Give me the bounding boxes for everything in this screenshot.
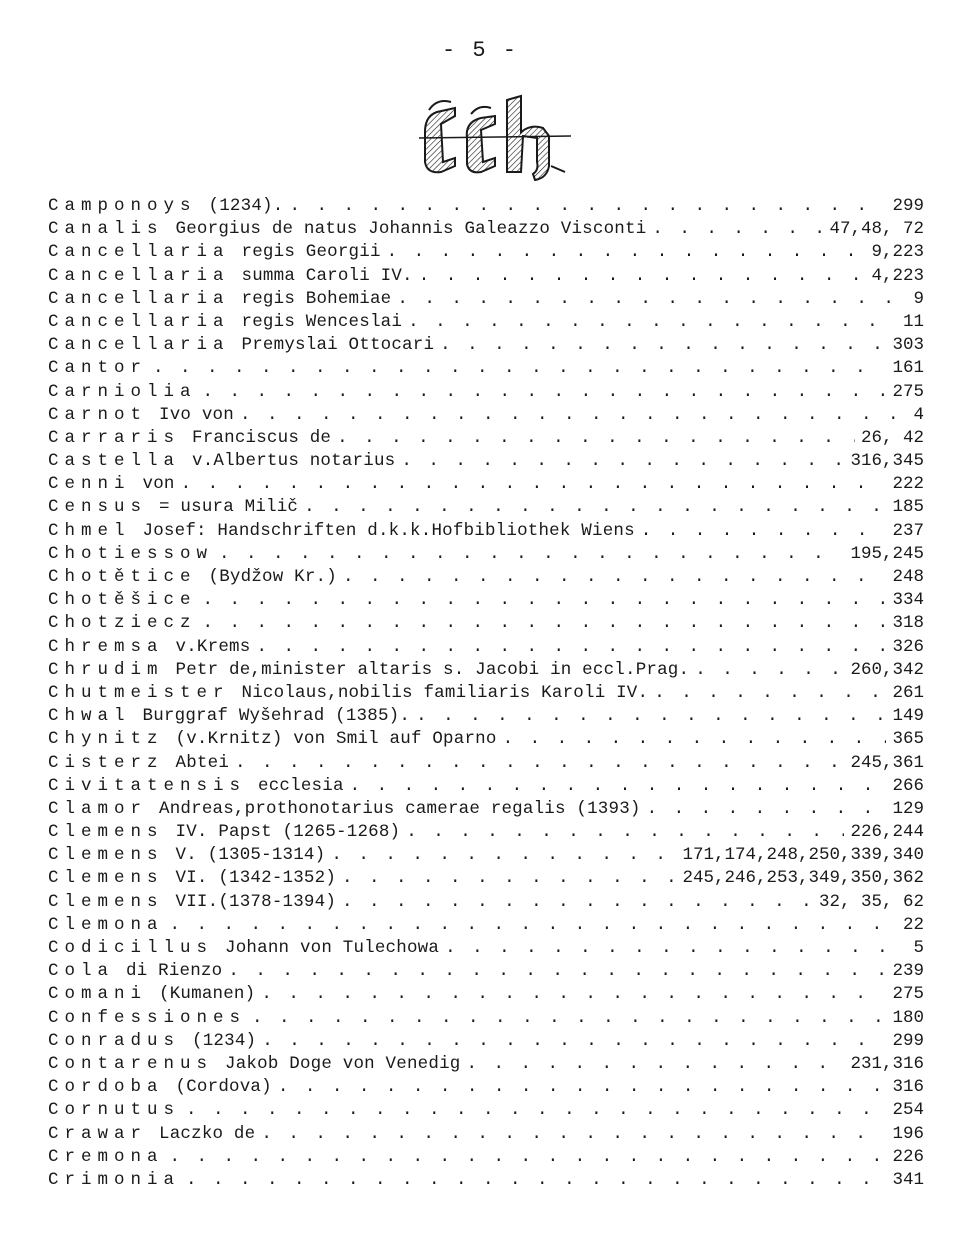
index-entry xyxy=(48,497,924,520)
entry-head: Crimonia xyxy=(48,1169,181,1190)
entry-pages: 5 xyxy=(913,938,924,958)
entry-pages: 299 xyxy=(892,196,924,216)
entry-head: Clemens xyxy=(48,891,164,912)
entry-head: Carnot xyxy=(48,404,148,425)
entry-head: Cremona xyxy=(48,1146,164,1167)
dot-leader xyxy=(261,984,886,1004)
index-entry xyxy=(48,1147,924,1170)
dot-leader xyxy=(503,729,887,749)
entry-head: Chutmeister xyxy=(48,682,230,703)
entry-pages: 248 xyxy=(892,567,924,587)
index-entry xyxy=(48,706,924,729)
entry-text: (Cordova) xyxy=(175,1077,272,1098)
index-entry xyxy=(48,637,924,660)
dot-leader xyxy=(278,1077,887,1097)
entry-pages: 26, 42 xyxy=(860,427,924,448)
entry-pages: 171,174,248,250,339,340 xyxy=(682,845,924,866)
entry-pages: 334 xyxy=(892,590,924,611)
entry-pages: 32, 35, 62 xyxy=(818,891,924,912)
entry-head: Confessiones xyxy=(48,1007,247,1028)
entry-text: von xyxy=(142,474,175,495)
entry-pages: 261 xyxy=(892,682,924,703)
entry-head: Chremsa xyxy=(48,636,164,657)
dot-leader xyxy=(252,1008,886,1028)
entry-text: regis Wenceslai xyxy=(241,311,403,332)
entry-text: di Rienzo xyxy=(126,961,223,982)
entry-pages: 195,245 xyxy=(850,543,924,564)
entry-head: Carniolia xyxy=(48,381,197,402)
entry-pages: 254 xyxy=(892,1100,924,1121)
dot-leader xyxy=(262,1031,886,1051)
index-entry xyxy=(48,219,924,242)
entry-head: Carraris xyxy=(48,427,181,448)
entry-text: v.Albertus notarius xyxy=(192,451,396,472)
index-entry xyxy=(48,961,924,984)
dot-leader xyxy=(641,521,887,541)
entry-pages: 303 xyxy=(892,335,924,356)
dot-leader xyxy=(445,938,907,958)
dot-leader xyxy=(235,753,844,773)
entry-text: VII.(1378-1394) xyxy=(175,891,337,912)
entry-pages: 275 xyxy=(892,381,924,402)
entry-pages: 365 xyxy=(892,729,924,750)
page-number: - 5 - xyxy=(441,38,518,63)
index-entry xyxy=(48,521,924,544)
index-entry xyxy=(48,729,924,752)
entry-pages: 22 xyxy=(902,914,924,935)
index-entry xyxy=(48,938,924,961)
index-entry xyxy=(48,1031,924,1054)
entry-pages: 161 xyxy=(892,358,924,379)
entry-head: Chmel xyxy=(48,520,131,541)
entry-head: Clemona xyxy=(48,914,164,935)
entry-pages: 266 xyxy=(892,775,924,796)
entry-head: Chotětice xyxy=(48,567,197,587)
entry-text: Georgius de natus Johannis Galeazzo Visconti xyxy=(175,219,647,240)
entry-pages: 4,223 xyxy=(871,265,924,286)
entry-head: Clemens xyxy=(48,822,164,843)
entry-text: = usura Milič xyxy=(159,497,299,518)
entry-head: Cordoba xyxy=(48,1077,164,1098)
entry-text: (1234) xyxy=(192,1030,257,1051)
entry-head: Chrudim xyxy=(48,659,164,680)
dot-leader xyxy=(331,845,676,865)
dot-leader xyxy=(261,1124,886,1144)
index-entry xyxy=(48,1124,924,1147)
entry-head: Cenni xyxy=(48,474,131,495)
dot-leader xyxy=(419,266,866,286)
index-entry xyxy=(48,590,924,613)
index-entries xyxy=(48,196,924,1193)
entry-head: Cancellaria xyxy=(48,288,230,309)
entry-head: Canalis xyxy=(48,219,164,240)
entry-head: Cancellaria xyxy=(48,335,230,356)
dot-leader xyxy=(343,567,887,587)
entry-text: Josef: Handschriften d.k.k.Hofbibliothek Wiens xyxy=(142,520,635,541)
entry-pages: 47,48, 72 xyxy=(829,219,924,240)
dot-leader xyxy=(289,196,886,216)
entry-head: Comani xyxy=(48,984,148,1005)
entry-head: Chynitz xyxy=(48,729,164,750)
dot-leader xyxy=(219,544,844,564)
dot-leader xyxy=(186,1100,886,1120)
index-entry xyxy=(48,984,924,1007)
dot-leader xyxy=(416,706,886,726)
entry-text: regis Georgii xyxy=(241,242,381,263)
index-entry xyxy=(48,474,924,497)
dot-leader xyxy=(350,776,887,796)
index-entry xyxy=(48,358,924,381)
entry-pages: 260,342 xyxy=(850,659,924,680)
entry-text: regis Bohemiae xyxy=(241,288,392,309)
entry-text: (Bydžow Kr.) xyxy=(208,567,337,587)
entry-head: Cancellaria xyxy=(48,242,230,263)
entry-text: Laczko de xyxy=(159,1123,256,1144)
entry-text: v.Krems xyxy=(175,636,251,657)
dot-leader xyxy=(342,868,676,888)
dot-leader xyxy=(256,637,886,657)
dot-leader xyxy=(240,405,908,425)
entry-pages: 245,361 xyxy=(850,752,924,773)
entry-text: summa Caroli IV. xyxy=(241,265,413,286)
entry-pages: 231,316 xyxy=(850,1053,924,1074)
dot-leader xyxy=(153,358,886,378)
dot-leader xyxy=(387,242,866,262)
entry-pages: 9 xyxy=(913,288,924,309)
dot-leader xyxy=(408,312,897,332)
entry-text: Jakob Doge von Venedig xyxy=(225,1053,461,1074)
entry-pages: 180 xyxy=(892,1007,924,1028)
entry-pages: 226 xyxy=(892,1146,924,1167)
dot-leader xyxy=(170,915,897,935)
dot-leader xyxy=(203,590,887,610)
entry-pages: 245,246,253,349,350,362 xyxy=(682,868,924,889)
entry-head: Cola xyxy=(48,961,115,982)
entry-head: Clamor xyxy=(48,798,148,819)
dot-leader xyxy=(337,428,855,448)
entry-head: Conradus xyxy=(48,1030,181,1051)
entry-head: Census xyxy=(48,497,148,518)
entry-text: ecclesia xyxy=(258,775,344,796)
index-entry xyxy=(48,868,924,891)
index-entry xyxy=(48,335,924,358)
entry-pages: 226,244 xyxy=(850,822,924,843)
entry-head: Chwal xyxy=(48,706,131,727)
entry-pages: 129 xyxy=(892,798,924,819)
entry-head: Codicillus xyxy=(48,938,214,958)
dot-leader xyxy=(695,660,844,680)
entry-head: Chotěšice xyxy=(48,590,197,611)
entry-pages: 341 xyxy=(892,1169,924,1190)
entry-text: (v.Krnitz) von Smil auf Oparno xyxy=(175,729,497,750)
index-entry xyxy=(48,1100,924,1123)
entry-text: IV. Papst (1265-1268) xyxy=(175,822,401,843)
dot-leader xyxy=(203,613,887,633)
index-entry xyxy=(48,567,924,590)
entry-pages: 237 xyxy=(892,520,924,541)
dot-leader xyxy=(406,822,844,842)
entry-pages: 185 xyxy=(892,497,924,518)
entry-text: (Kumanen) xyxy=(159,984,256,1005)
dot-leader xyxy=(647,799,887,819)
entry-head: Chotziecz xyxy=(48,613,197,634)
index-entry xyxy=(48,613,924,636)
entry-pages: 316,345 xyxy=(850,451,924,472)
entry-head: Crawar xyxy=(48,1123,148,1144)
entry-head: Cancellaria xyxy=(48,311,230,332)
index-entry xyxy=(48,683,924,706)
entry-head: Contarenus xyxy=(48,1053,214,1074)
section-heading-gothic xyxy=(415,92,575,182)
entry-pages: 4 xyxy=(913,404,924,425)
index-entry xyxy=(48,1170,924,1193)
entry-pages: 149 xyxy=(892,706,924,727)
entry-text: Premyslai Ottocari xyxy=(241,335,435,356)
entry-head: Clemens xyxy=(48,868,164,889)
entry-text: Petr de,minister altaris s. Jacobi in eccl.Prag. xyxy=(175,659,690,680)
entry-pages: 11 xyxy=(902,311,924,332)
dot-leader xyxy=(440,335,886,355)
entry-text: Franciscus de xyxy=(192,427,332,448)
index-entry xyxy=(48,660,924,683)
dot-leader xyxy=(170,1147,887,1167)
entry-head: Cornutus xyxy=(48,1100,181,1121)
index-entry xyxy=(48,915,924,938)
index-entry xyxy=(48,312,924,335)
index-entry xyxy=(48,845,924,868)
index-entry xyxy=(48,428,924,451)
entry-head: Clemens xyxy=(48,845,164,866)
entry-text: V. (1305-1314) xyxy=(175,845,326,866)
dot-leader xyxy=(466,1054,844,1074)
index-entry xyxy=(48,776,924,799)
dot-leader xyxy=(397,289,907,309)
dot-leader xyxy=(652,219,823,239)
dot-leader xyxy=(304,497,886,517)
entry-text: VI. (1342-1352) xyxy=(175,868,337,889)
entry-pages: 222 xyxy=(892,474,924,495)
entry-text: Nicolaus,nobilis familiaris Karoli IV. xyxy=(241,682,649,703)
entry-pages: 196 xyxy=(892,1123,924,1144)
index-entry xyxy=(48,799,924,822)
index-entry xyxy=(48,1054,924,1077)
entry-pages: 326 xyxy=(892,636,924,657)
entry-pages: 316 xyxy=(892,1077,924,1098)
entry-text: Andreas,prothonotarius camerae regalis (1393) xyxy=(159,798,641,819)
entry-pages: 299 xyxy=(892,1030,924,1051)
dot-leader xyxy=(401,451,844,471)
index-entry xyxy=(48,822,924,845)
index-entry xyxy=(48,892,924,915)
entry-head: Civitatensis xyxy=(48,775,247,796)
entry-pages: 318 xyxy=(892,613,924,634)
entry-head: Cancellaria xyxy=(48,265,230,286)
entry-text: Ivo von xyxy=(159,404,234,425)
dot-leader xyxy=(654,683,886,703)
dot-leader xyxy=(181,474,887,494)
index-entry xyxy=(48,382,924,405)
entry-text: (1234). xyxy=(208,196,284,216)
entry-head: Camponoys xyxy=(48,196,197,216)
index-entry xyxy=(48,1077,924,1100)
entry-text: Abtei xyxy=(175,752,230,773)
index-entry xyxy=(48,544,924,567)
entry-head: Chotiessow xyxy=(48,543,214,564)
entry-pages: 9,223 xyxy=(871,242,924,263)
dot-leader xyxy=(203,382,887,402)
index-entry xyxy=(48,196,924,219)
index-entry xyxy=(48,405,924,428)
index-entry xyxy=(48,753,924,776)
index-entry xyxy=(48,289,924,312)
entry-head: Cisterz xyxy=(48,752,164,773)
entry-head: Cantor xyxy=(48,358,148,379)
dot-leader xyxy=(228,961,886,981)
entry-pages: 239 xyxy=(892,961,924,982)
index-entry xyxy=(48,451,924,474)
index-entry xyxy=(48,1008,924,1031)
index-entry xyxy=(48,266,924,289)
entry-text: Burggraf Wyšehrad (1385). xyxy=(142,706,411,727)
entry-text: Johann von Tulechowa xyxy=(225,938,440,958)
dot-leader xyxy=(342,892,813,912)
index-entry xyxy=(48,242,924,265)
entry-head: Castella xyxy=(48,451,181,472)
entry-pages: 275 xyxy=(892,984,924,1005)
dot-leader xyxy=(186,1170,886,1190)
